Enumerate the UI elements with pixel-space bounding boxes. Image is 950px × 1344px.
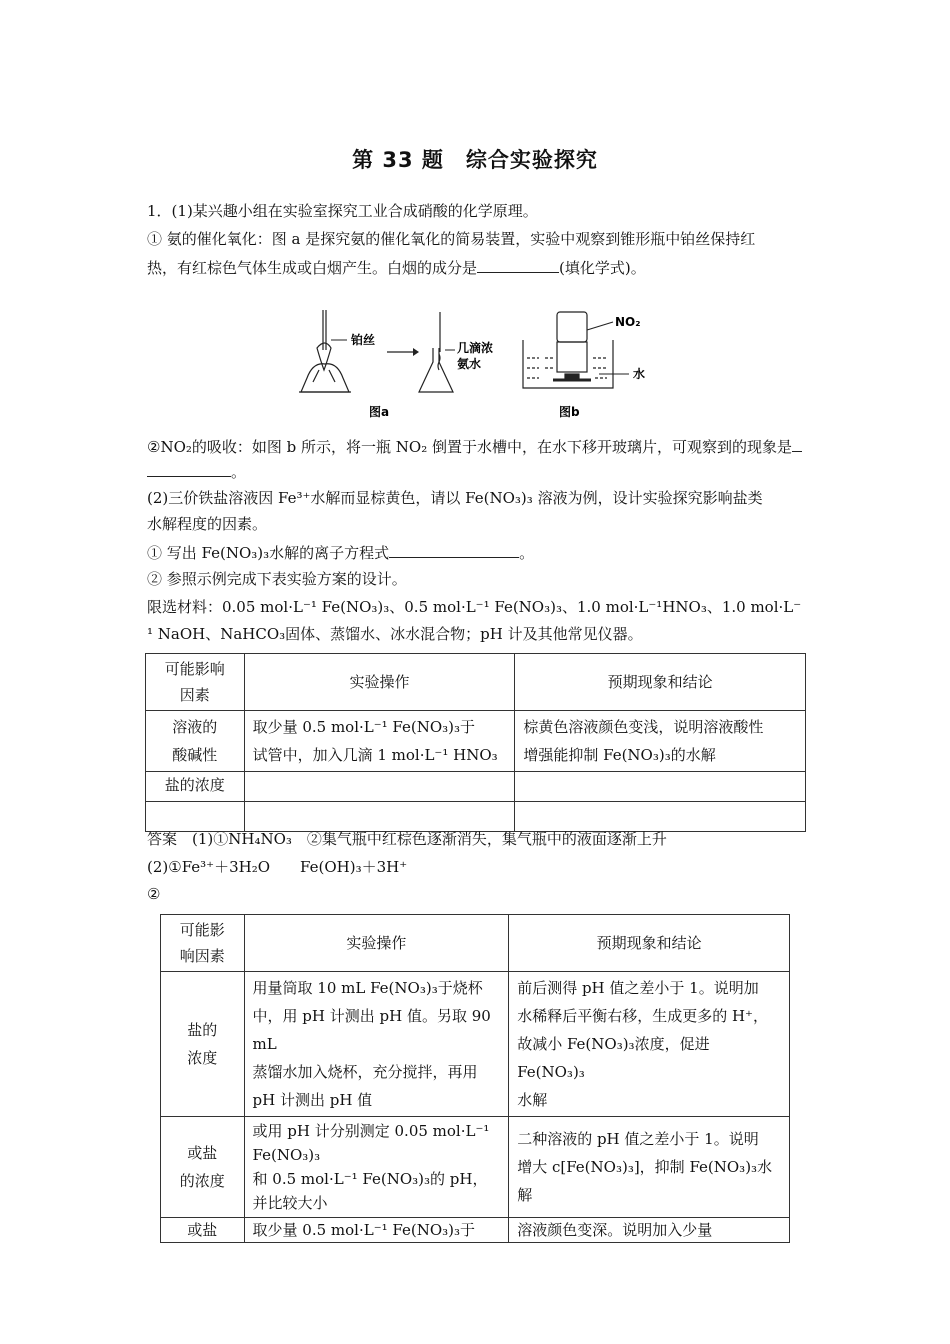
cell-text: 二种溶液的 pH 值之差小于 1。说明 [517,1130,759,1148]
table-cell [515,772,806,802]
table-cell: 溶液颜色变深。说明加入少量 [509,1218,790,1243]
q1-line-11: ¹ NaOH、NaHCO₃固体、蒸馏水、冰水混合物；pH 计及其他常见仪器。 [147,625,643,643]
answer-blank-2 [147,461,231,477]
answer-line-3: ② [147,885,161,903]
q1-line-4 [147,436,802,457]
q1-line-2: ① 氨的催化氧化：图 a 是探究氨的催化氧化的简易装置，实验中观察到锥形瓶中铂丝保持红 [147,230,756,248]
table-row [146,711,806,772]
header-factor-2: 因素 [179,686,210,704]
arrow-icon [387,348,419,356]
table-cell [244,972,509,1117]
cell-text: 蒸馏水加入烧杯，充分搅拌，再用 [252,1063,478,1081]
cell-text: Fe(NO₃)₃ [252,1146,321,1164]
q1-line-8-text: ① 写出 Fe(NO₃)₃水解的离子方程式 [147,544,390,562]
table-row [146,772,806,802]
table-cell [161,915,245,972]
q1-line-6: (2)三价铁盐溶液因 Fe³⁺水解而显棕黄色，请以 Fe(NO₃)₃ 溶液为例，设计实验探究影响盐类 [147,489,763,507]
q1-line-5 [147,461,246,482]
table-cell [509,972,790,1117]
table-row [161,915,790,972]
cell-text: 溶液的 [172,718,218,736]
cell-text: 水解 [517,1091,548,1109]
table-row [161,972,790,1117]
table-cell [161,972,245,1117]
answer-line-2: (2)①Fe³⁺＋3H₂O Fe(OH)₃＋3H⁺ [147,858,408,876]
table-cell [509,1117,790,1218]
table-row [161,1218,790,1243]
header-operation: 实验操作 [244,915,509,972]
cell-text: 取少量 0.5 mol·L⁻¹ Fe(NO₃)₃于 [252,718,476,736]
table-row [146,654,806,711]
header-factor-2: 响因素 [179,947,225,965]
cell-text: 增大 c[Fe(NO₃)₃]，抑制 Fe(NO₃)₃水 [517,1158,773,1176]
q1-line-1: 1．(1)某兴趣小组在实验室探究工业合成硝酸的化学原理。 [147,202,538,220]
q1-line-10: 限选材料：0.05 mol·L⁻¹ Fe(NO₃)₃、0.5 mol·L⁻¹ Fe(NO₃)₃、1.0 mol·L⁻¹HNO₃、1.0 mol·L⁻ [147,598,802,616]
cell-text: 解 [517,1186,533,1204]
figure-a-lamp [299,310,351,392]
experiment-table-1 [145,653,806,832]
table-cell [515,711,806,772]
figure-a-flask [419,312,453,392]
cell-text: 的浓度 [179,1172,225,1190]
table-cell [161,1117,245,1218]
cell-text: 试管中，加入几滴 1 mol·L⁻¹ HNO₃ [252,746,498,764]
table-cell: 盐的浓度 [146,772,245,802]
q1-line-9: ② 参照示例完成下表实验方案的设计。 [147,570,407,588]
q1-line-3-text: 热，有红棕色气体生成或白烟产生。白烟的成分是 [147,259,478,277]
caption-figure-b: 图b [559,405,580,419]
cell-text: 或用 pH 计分别测定 0.05 mol·L⁻¹ [252,1122,490,1140]
cell-text: 并比较大小 [252,1194,328,1212]
table-cell [244,711,515,772]
header-factor-1: 可能影 [179,921,225,939]
answer-blank-2a [792,436,802,452]
caption-figure-a: 图a [369,405,390,419]
apparatus-figure [295,310,665,428]
table-cell [244,772,515,802]
cell-text: 中，用 pH 计测出 pH 值。另取 90 mL [252,1007,491,1053]
cell-text: 故减小 Fe(NO₃)₃浓度，促进 Fe(NO₃)₃ [517,1035,710,1081]
header-operation: 实验操作 [244,654,515,711]
table-cell [244,1117,509,1218]
cell-text: 和 0.5 mol·L⁻¹ Fe(NO₃)₃的 pH， [252,1170,488,1188]
cell-text: pH 计测出 pH 值 [252,1091,373,1109]
figure-b-trough [523,312,613,388]
answer-blank-1 [477,257,559,273]
label-ammonia-1: 几滴浓 [457,341,494,355]
label-ammonia-2: 氨水 [457,357,482,371]
answer-line-1: 答案 (1)①NH₄NO₃ ②集气瓶中红棕色逐渐消失，集气瓶中的液面逐渐上升 [147,830,667,848]
cell-text: 增强能抑制 Fe(NO₃)₃的水解 [523,746,716,764]
q1-line-8-tail: 。 [519,544,535,562]
table-row [161,1117,790,1218]
header-factor-1: 可能影响 [164,660,225,678]
table-cell: 取少量 0.5 mol·L⁻¹ Fe(NO₃)₃于 [244,1218,509,1243]
header-conclusion: 预期现象和结论 [509,915,790,972]
cell-text: 用量筒取 10 mL Fe(NO₃)₃于烧杯 [252,979,483,997]
cell-text: 或盐 [187,1144,218,1162]
table-cell: 或盐 [161,1218,245,1243]
label-no2: NO₂ [615,315,641,329]
label-platinum-wire: 铂丝 [351,333,376,347]
cell-text: 棕黄色溶液颜色变浅，说明溶液酸性 [523,718,764,736]
cell-text: 盐的 [187,1021,218,1039]
table-cell [244,802,515,832]
answer-blank-3 [389,542,519,558]
cell-text: 酸碱性 [172,746,218,764]
q1-line-3-tail: (填化学式)。 [559,259,646,277]
q1-line-4-text: ②NO₂的吸收：如图 b 所示，将一瓶 NO₂ 倒置于水槽中，在水下移开玻璃片，可观察到的现象是 [147,438,792,456]
table-cell [515,802,806,832]
table-cell [146,802,245,832]
cell-text: 水稀释后平衡右移，生成更多的 H⁺， [517,1007,768,1025]
table-row [146,802,806,832]
table-cell [146,711,245,772]
cell-text: 浓度 [187,1049,218,1067]
q1-line-7: 水解程度的因素。 [147,515,268,533]
page-title: 第 33 题 综合实验探究 [352,148,598,172]
q1-line-8 [147,542,534,563]
q1-line-3 [147,257,646,278]
q1-line-5-tail: 。 [231,463,247,481]
header-conclusion: 预期现象和结论 [515,654,806,711]
experiment-table-2 [160,914,790,1243]
cell-text: 前后测得 pH 值之差小于 1。说明加 [517,979,759,997]
label-water: 水 [633,367,646,381]
table-cell [146,654,245,711]
